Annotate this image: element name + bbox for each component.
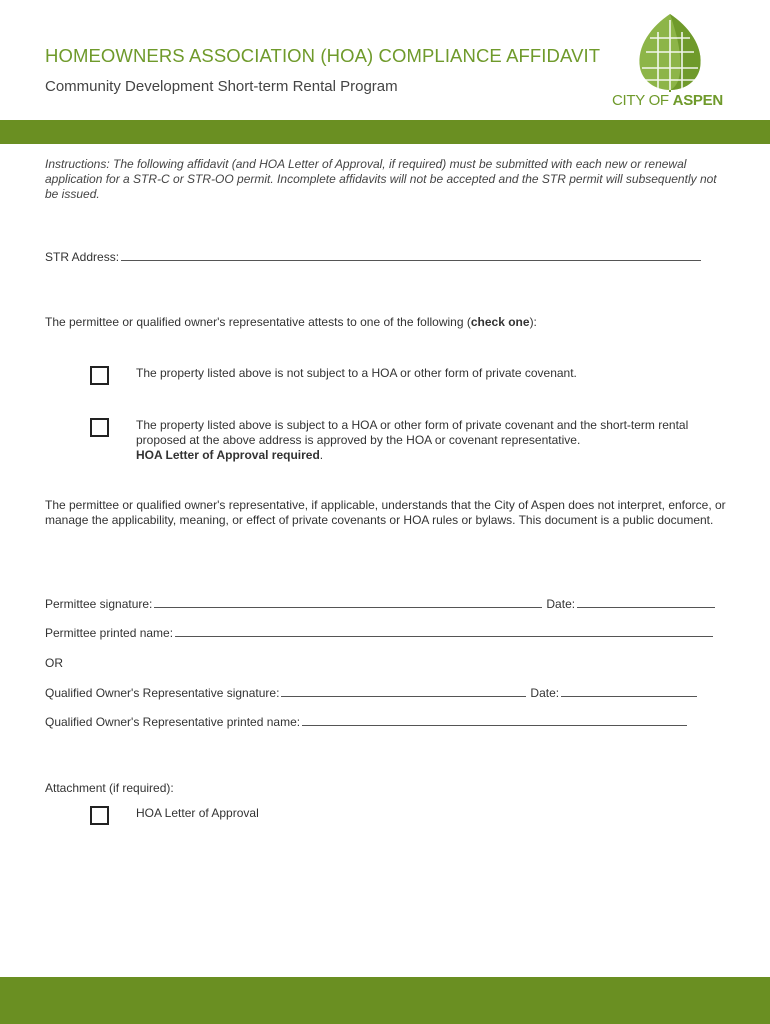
page-title: HOMEOWNERS ASSOCIATION (HOA) COMPLIANCE AFFIDAVIT — [45, 45, 601, 66]
permittee-date-line[interactable] — [577, 597, 715, 608]
rep-signature-field[interactable] — [45, 686, 697, 700]
attachment-hoa-letter-label: HOA Letter of Approval — [136, 806, 259, 820]
logo-wordmark: CITY OF ASPEN — [612, 92, 723, 109]
hoa-letter-required-note: HOA Letter of Approval required — [136, 448, 320, 462]
permittee-printed-name-field[interactable] — [45, 626, 713, 640]
str-address-line[interactable] — [121, 250, 701, 261]
disclaimer-text: The permittee or qualified owner's representative, if applicable, understands that the City of Aspen does not interpret, enforce, or manage the applicability, meaning, or effect of private covenants or HOA rules or bylaws. This document is a public document. — [45, 498, 726, 527]
rep-signature-line[interactable] — [281, 686, 526, 697]
city-of-aspen-logo — [612, 12, 728, 112]
permittee-printed-name-line[interactable] — [175, 626, 713, 637]
rep-signature-label: Qualified Owner's Representative signature: — [45, 686, 280, 700]
rep-printed-name-line[interactable] — [302, 715, 687, 726]
rep-printed-name-label: Qualified Owner's Representative printed name: — [45, 715, 301, 729]
page-subtitle: Community Development Short-term Rental Program — [45, 78, 398, 95]
permittee-signature-field[interactable] — [45, 597, 715, 611]
permittee-printed-name-label: Permittee printed name: — [45, 626, 174, 640]
header-band — [0, 120, 770, 144]
aspen-leaf-icon — [612, 12, 728, 92]
footer-band — [0, 977, 770, 1024]
permittee-signature-label: Permittee signature: — [45, 597, 153, 611]
permittee-signature-line[interactable] — [154, 597, 542, 608]
rep-date-line[interactable] — [561, 686, 697, 697]
option-not-subject-checkbox[interactable] — [90, 366, 109, 385]
instructions-text: Instructions: The following affidavit (and HOA Letter of Approval, if required) must be submitted with each new or renewal application for a STR-C or STR-OO permit. Incomplete affidavits will not be accepted and the STR permit will subsequently not be issued. — [45, 157, 717, 201]
rep-printed-name-field[interactable] — [45, 715, 687, 729]
rep-date-label: Date: — [530, 686, 560, 700]
permittee-date-label: Date: — [546, 597, 576, 611]
attachment-hoa-letter-checkbox[interactable] — [90, 806, 109, 825]
attachment-label: Attachment (if required): — [45, 781, 174, 795]
option-not-subject-label: The property listed above is not subject to a HOA or other form of private covenant. — [136, 366, 577, 380]
option-subject-label: The property listed above is subject to a HOA or other form of private covenant and the short-term rental proposed at the above address is approved by the HOA or covenant representative. HOA Letter of Approval required. — [136, 418, 689, 462]
str-address-label: STR Address: — [45, 250, 120, 264]
attest-statement: The permittee or qualified owner's representative attests to one of the following (check one): — [45, 315, 537, 329]
or-separator: OR — [45, 656, 63, 670]
option-subject-checkbox[interactable] — [90, 418, 109, 437]
str-address-field[interactable] — [45, 250, 701, 264]
